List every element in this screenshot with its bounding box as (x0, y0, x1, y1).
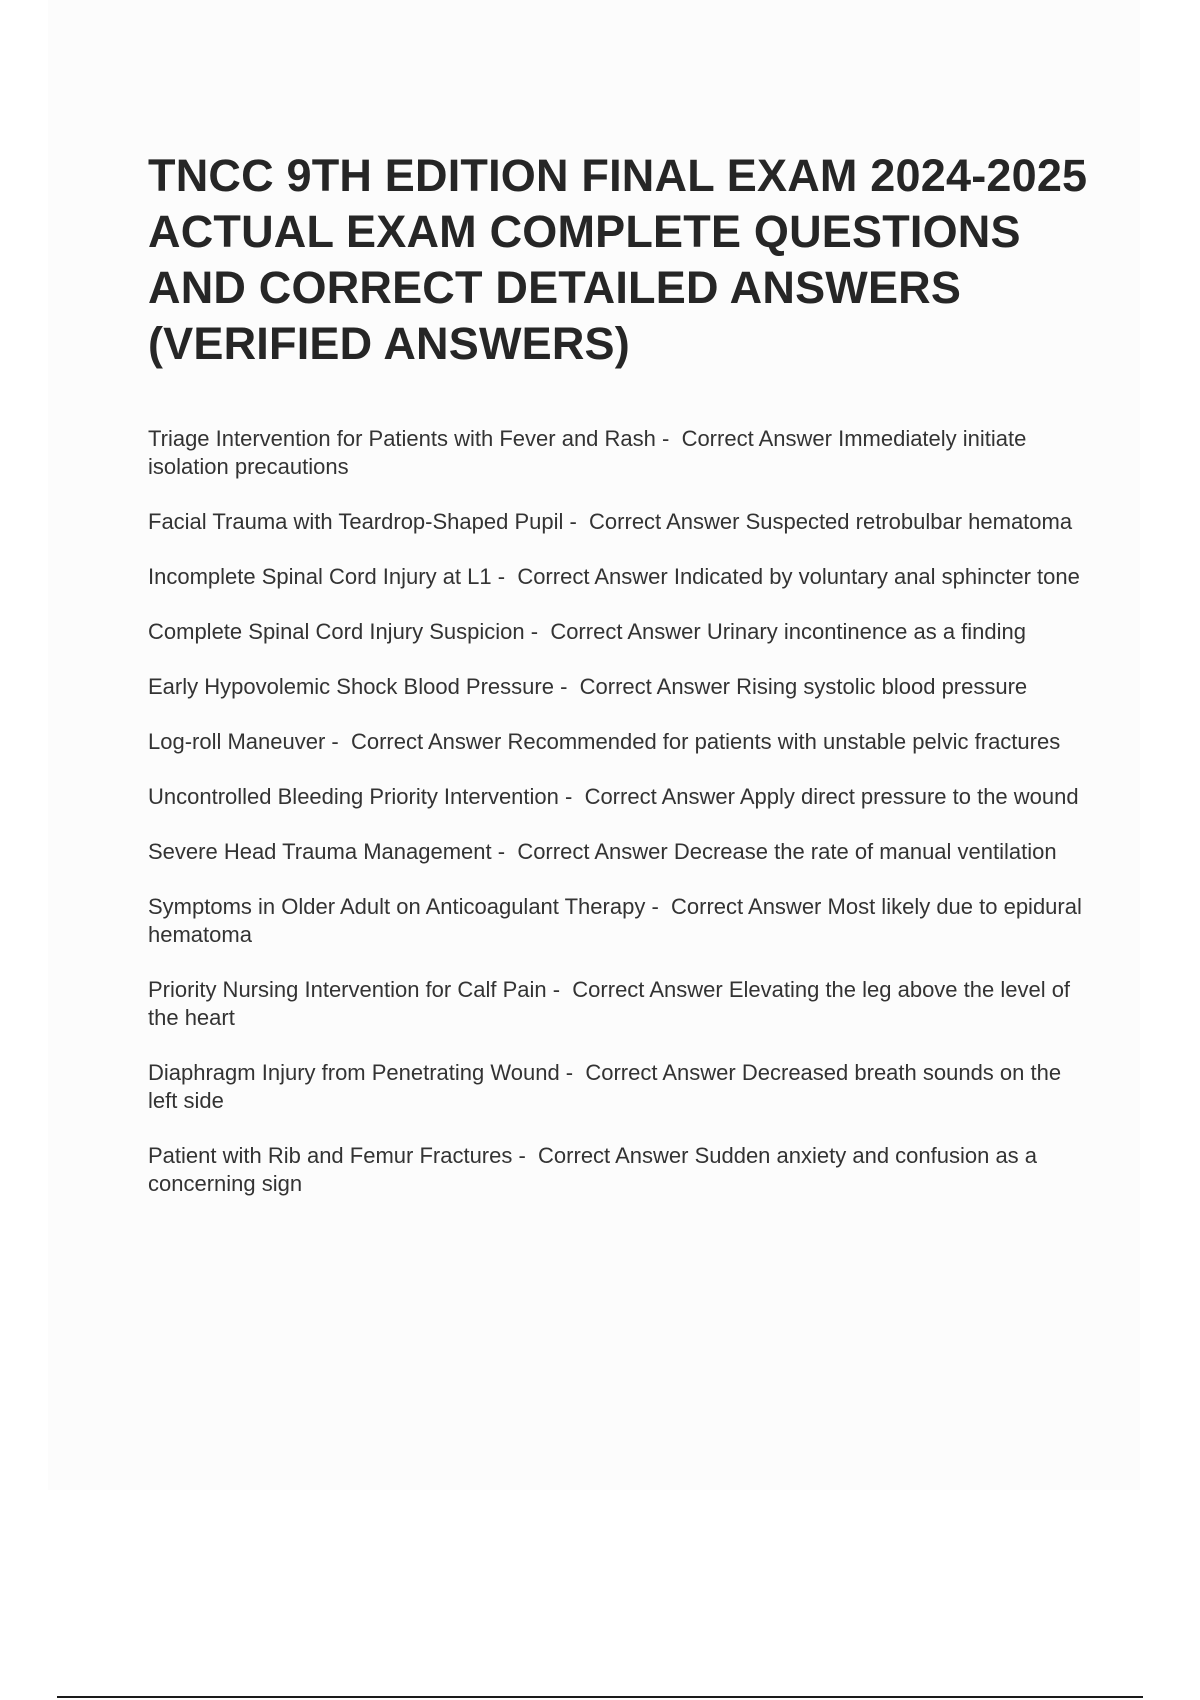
qa-answer-prefix: Correct Answer (517, 839, 668, 864)
qa-item (148, 783, 1088, 811)
qa-answer-prefix: Correct Answer (579, 674, 731, 699)
qa-separator: - (559, 1060, 586, 1085)
qa-question: Incomplete Spinal Cord Injury at L1 (148, 564, 492, 589)
qa-item (148, 563, 1088, 591)
qa-separator: - (645, 894, 671, 919)
qa-separator: - (655, 426, 682, 451)
qa-answer: Elevating the leg above the level of the heart (148, 977, 1071, 1030)
qa-item (148, 976, 1088, 1032)
qa-separator: - (524, 619, 551, 644)
qa-item (148, 893, 1088, 949)
qa-separator: - (491, 564, 518, 589)
bottom-divider (57, 1696, 1143, 1698)
qa-separator: - (491, 839, 518, 864)
qa-separator: - (553, 674, 580, 699)
qa-item (148, 618, 1088, 646)
qa-item (148, 508, 1088, 536)
qa-answer: Rising systolic blood pressure (736, 674, 1028, 699)
qa-answer-prefix: Correct Answer (671, 894, 822, 919)
qa-answer: Indicated by voluntary anal sphincter tone (673, 564, 1080, 589)
qa-list (148, 425, 1088, 1225)
qa-answer: Decrease the rate of manual ventilation (673, 839, 1057, 864)
qa-answer-prefix: Correct Answer (585, 1060, 736, 1085)
qa-separator: - (558, 784, 585, 809)
qa-separator: - (325, 729, 351, 754)
qa-question: Symptoms in Older Adult on Anticoagulant Therapy (148, 894, 646, 919)
qa-answer-prefix: Correct Answer (584, 784, 735, 809)
qa-item (148, 1142, 1088, 1198)
qa-item (148, 673, 1088, 701)
qa-question: Facial Trauma with Teardrop-Shaped Pupil (148, 509, 564, 534)
qa-separator: - (546, 977, 573, 1002)
qa-answer-prefix: Correct Answer (350, 729, 502, 754)
qa-question: Diaphragm Injury from Penetrating Wound (148, 1060, 560, 1085)
qa-answer-prefix: Correct Answer (550, 619, 701, 644)
qa-answer: Urinary incontinence as a finding (706, 619, 1027, 644)
qa-question: Early Hypovolemic Shock Blood Pressure (148, 674, 554, 699)
qa-answer: Most likely due to epidural hematoma (148, 894, 1082, 947)
qa-question: Patient with Rib and Femur Fractures (148, 1143, 513, 1168)
qa-answer-prefix: Correct Answer (589, 509, 740, 534)
qa-separator: - (512, 1143, 539, 1168)
qa-answer: Recommended for patients with unstable pelvic fractures (507, 729, 1061, 754)
qa-answer: Immediately initiate isolation precautions (148, 426, 1027, 479)
qa-answer-prefix: Correct Answer (572, 977, 723, 1002)
qa-answer: Sudden anxiety and confusion as a concerning sign (148, 1143, 1038, 1196)
qa-answer-prefix: Correct Answer (517, 564, 668, 589)
qa-question: Triage Intervention for Patients with Fever and Rash (148, 426, 656, 451)
qa-question: Severe Head Trauma Management (148, 839, 492, 864)
document-title: TNCC 9TH EDITION FINAL EXAM 2024-2025 ACTUAL EXAM COMPLETE QUESTIONS AND CORRECT DETAILED ANSWERS (VERIFIED ANSWERS) (148, 150, 1088, 369)
qa-answer-prefix: Correct Answer (681, 426, 832, 451)
qa-item (148, 1059, 1088, 1115)
qa-answer: Suspected retrobulbar hematoma (745, 509, 1073, 534)
qa-answer: Decreased breath sounds on the left side (148, 1060, 1062, 1113)
qa-item (148, 838, 1088, 866)
qa-answer: Apply direct pressure to the wound (739, 784, 1079, 809)
qa-answer-prefix: Correct Answer (538, 1143, 689, 1168)
qa-question: Log-roll Maneuver (148, 729, 326, 754)
qa-separator: - (563, 509, 590, 534)
qa-item (148, 728, 1088, 756)
qa-question: Uncontrolled Bleeding Priority Intervention (148, 784, 559, 809)
qa-question: Complete Spinal Cord Injury Suspicion (148, 619, 525, 644)
qa-question: Priority Nursing Intervention for Calf Pain (148, 977, 547, 1002)
qa-item (148, 425, 1088, 481)
